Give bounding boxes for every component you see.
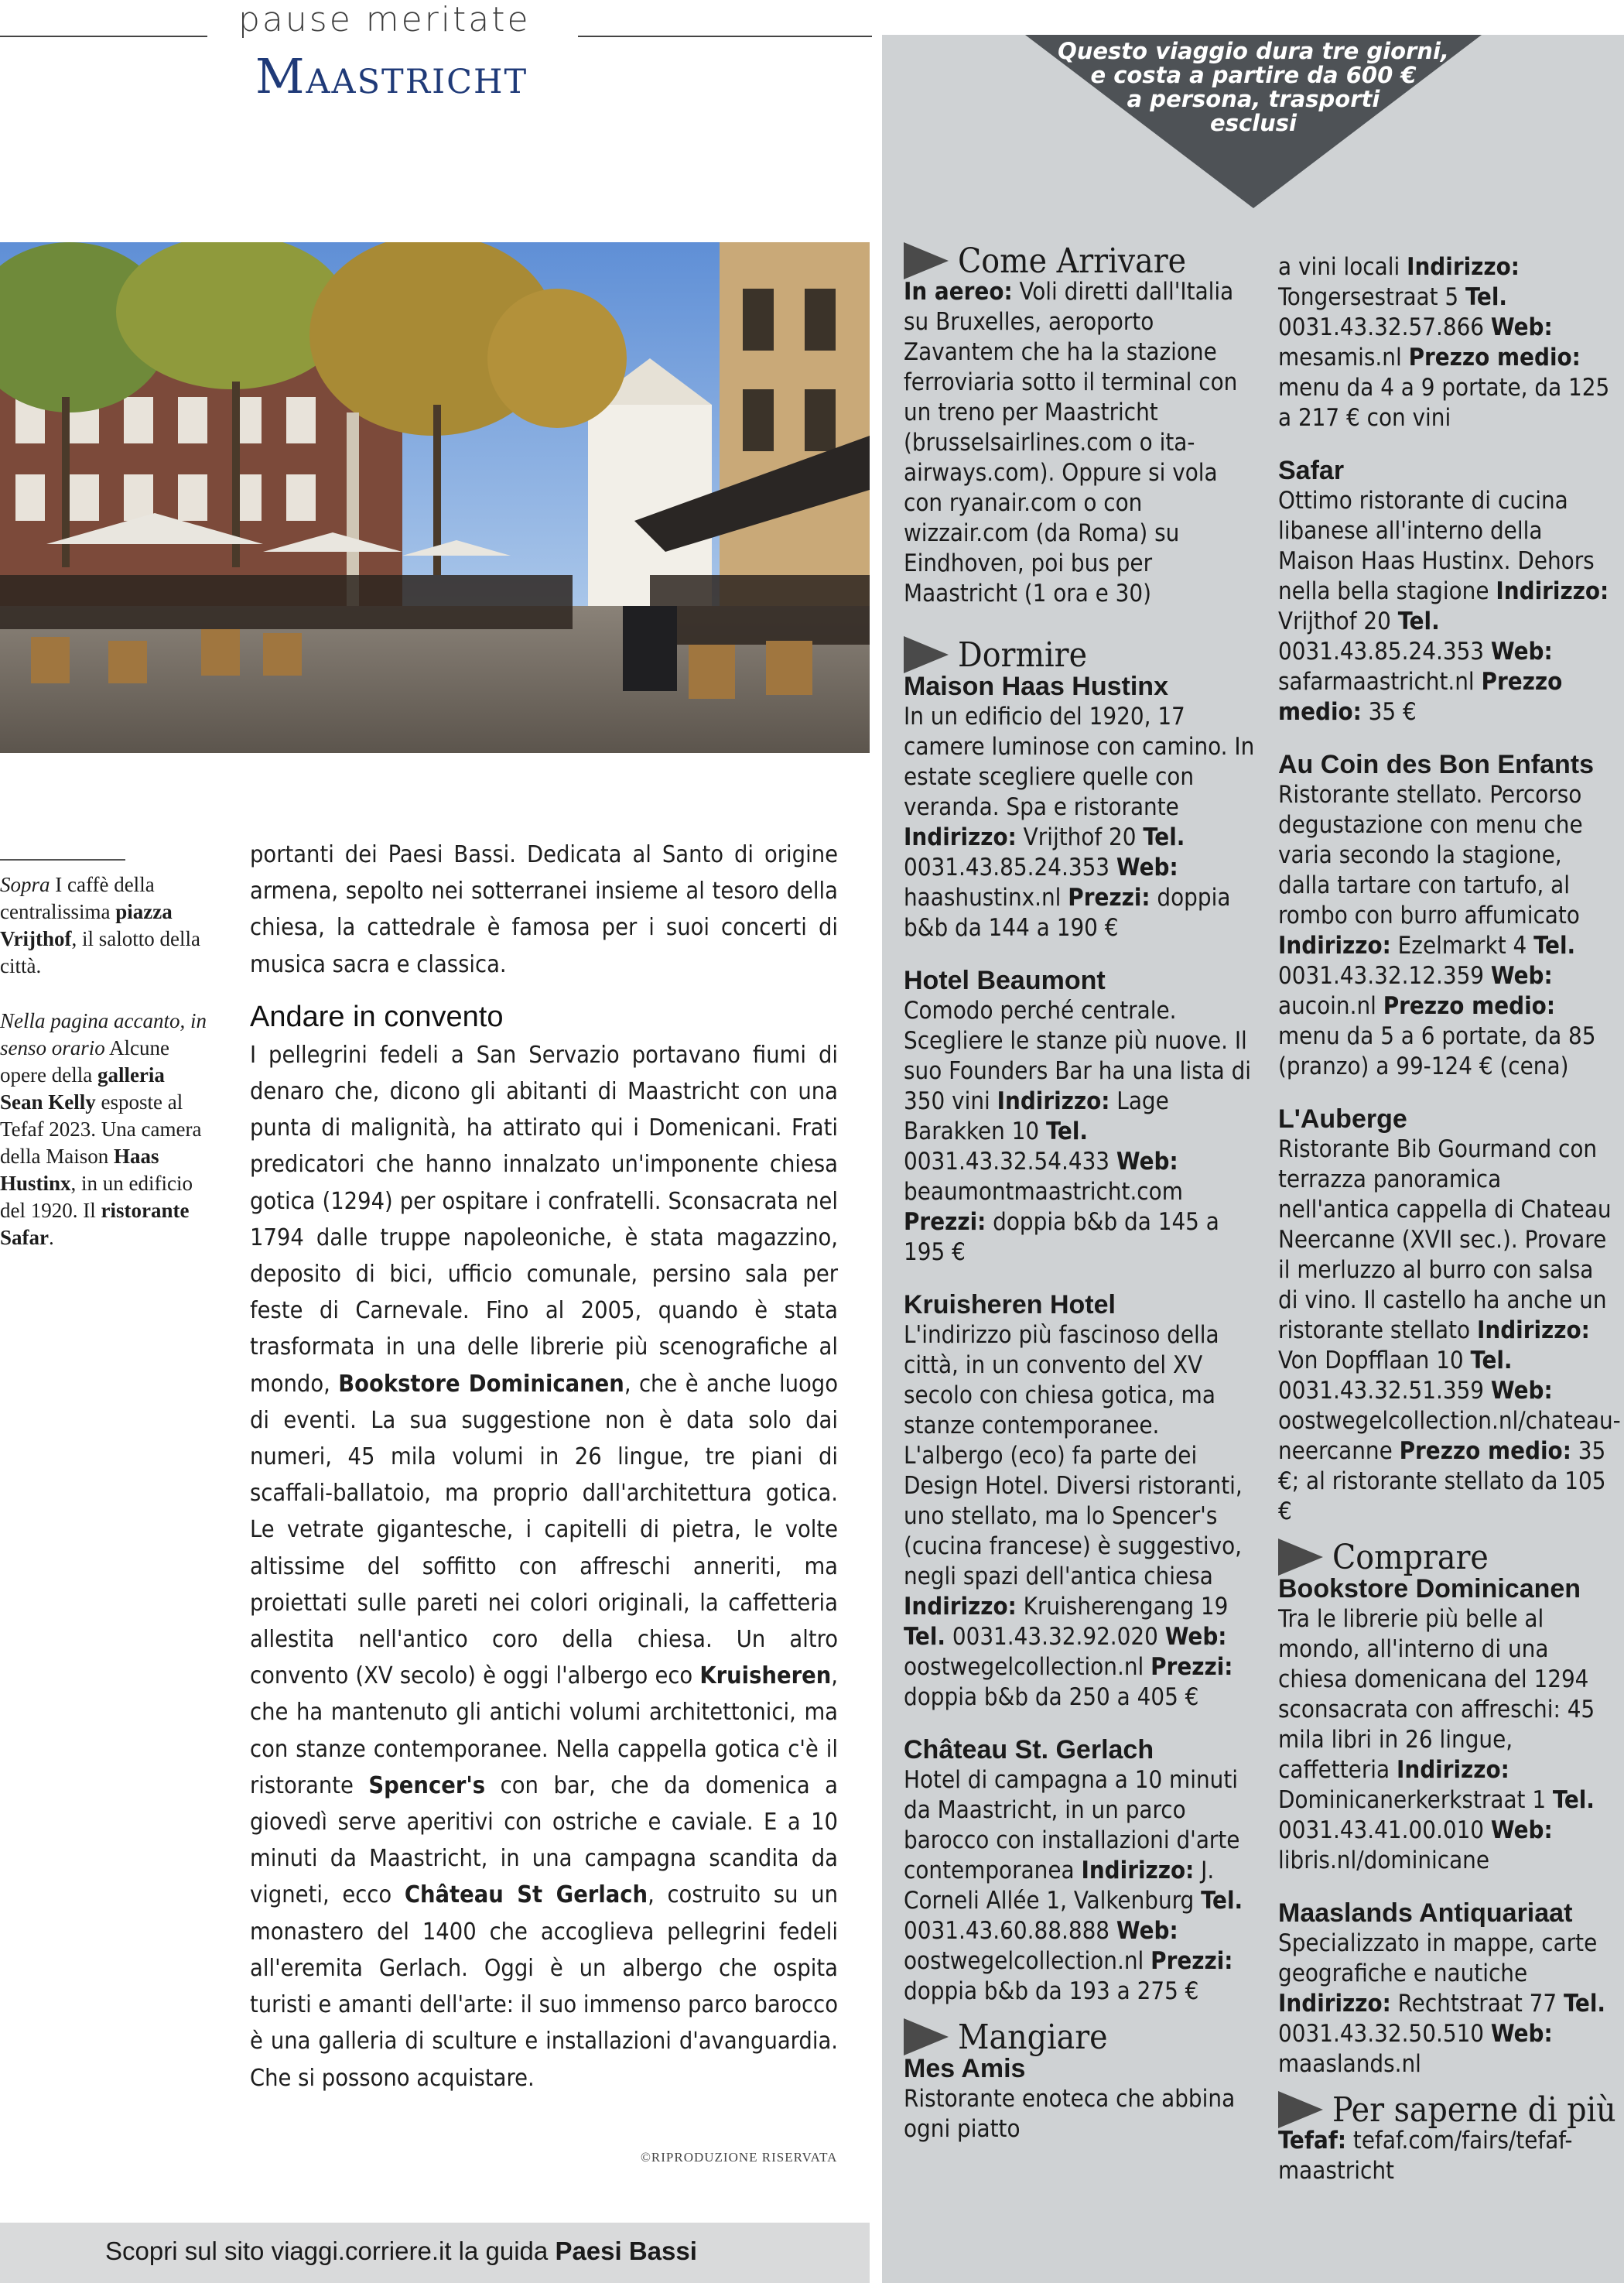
category-per-saperne-di-piu: Per saperne di più — [1278, 2086, 1619, 2134]
entry-text: Hotel di campagna a 10 minuti da Maastricht, in un parco barocco con installazioni d'arte contemporanea Indirizzo: J. Corneli Allée 1, Valkenburg Tel. 0031.43.60.88.888 Web: oostwegelcollection.nl Prezzi: doppia b&b da 193 a 275 € — [904, 1766, 1243, 2005]
guide-column-left — [904, 237, 1258, 2144]
entry-name-l-auberge: L'Auberge — [1278, 1104, 1407, 1134]
entry-name-maaslands-antiquariaat: Maaslands Antiquariaat — [1278, 1898, 1573, 1928]
entry-text: Tra le librerie più belle al mondo, all'interno di una chiesa domenicana del 1294 sconsacrata con affreschi: 45 mila libri in 26 lingue, caffetteria Indirizzo: Dominicanerkerkstraat 1 Tel. 0031.43.41.00.010 Web: libris.nl/dominicane — [1278, 1605, 1595, 1874]
trip-cost-banner — [1025, 35, 1482, 208]
page-title: Maastricht — [255, 48, 528, 104]
header-rule-left — [0, 36, 207, 37]
footer-promo: Scopri sul sito viaggi.corriere.it la guida Paesi Bassi — [105, 2237, 697, 2265]
entry-text: In un edificio del 1920, 17 camere luminose con camino. In estate scegliere quelle con veranda. Spa e ristorante Indirizzo: Vrijthof 20 Tel. 0031.43.85.24.353 Web: haashustinx.nl Prezzi: doppia b&b da 144 a 190 € — [904, 703, 1255, 942]
entry-text: Ottimo ristorante di cucina libanese all'interno della Maison Haas Hustinx. Dehors nella bella stagione Indirizzo: Vrijthof 20 Tel. 0031.43.85.24.353 Web: safarmaastricht.nl Prezzo medio: 35 € — [1278, 487, 1609, 726]
caption-rule — [0, 859, 125, 861]
banner-line-4: esclusi — [1210, 110, 1297, 136]
entry-name-bookstore-dominicanen: Bookstore Dominicanen — [1278, 1574, 1581, 1604]
triangle-marker-icon — [904, 242, 949, 279]
photo-caption-top: Sopra I caffè della centralissima piazza Vrijthof, il salotto della città. — [0, 873, 200, 977]
entry-name-mes-amis: Mes Amis — [904, 2054, 1026, 2083]
photo-piazza-vrijthof — [0, 242, 870, 753]
copyright-notice: ©RIPRODUZIONE RISERVATA — [641, 2150, 838, 2165]
entry-name-maison-haas-hustinx: Maison Haas Hustinx — [904, 672, 1168, 701]
subhead-andare-in-convento: Andare in convento — [250, 1000, 504, 1033]
paragraph-convento: I pellegrini fedeli a San Servazio portavano fiumi di denaro che, dicono gli abitanti di Maastricht con una punta di malignità, ha attirato qui i Domenicani. Frati predicatori che hanno innalzato un'imponente chiesa gotica (1294) per ospitare i confratelli. Sconsacrata nel 1794 dalle truppe napoleoniche, è stata magazzino, deposito di bici, ufficio comunale, persino sala per feste di Carnevale. Fino al 2005, quando è stata trasformata in una delle librerie più scenografiche al mondo, Bookstore Dominicanen, che è anche luogo di eventi. La sua suggestione non è data solo dai numeri, 45 mila volumi in 26 lingue, tre piani di scaffali-ballatoio, ma proprio dall'architettura gotica. Le vetrate gigantesche, i capitelli di pietra, le volte altissime del soffitto con affreschi anneriti, ma proiettati sulle pareti nei colori originali, la caffetteria allestita nell'antico coro della chiesa. Un altro convento (XV secolo) è oggi l'albergo eco Kruisheren, che ha mantenuto gli antichi volumi architettonici, ma con stanze contemporanee. Nella cappella gotica c'è il ristorante Spencer's con bar, che da domenica a giovedì serve aperitivi con ostriche e caviale. E a 10 minuti da Maastricht, in una campagna scandita da vigneti, ecco Château St Gerlach, costruito su un monastero del 1400 che accoglieva pellegrini fedeli all'eremita Gerlach. Oggi è un albergo che ospita turisti e amanti dell'arte: il suo immenso parco barocco è una galleria di sculture e installazioni d'avanguardia. Che si possono acquistare. — [250, 1041, 838, 2092]
entry-text: Ristorante Bib Gourmand con terrazza panoramica nell'antica cappella di Chateau Neercanne (XVII sec.). Provare il merluzzo al burro con salsa di vino. Il castello ha anche un ristorante stellato Indirizzo: Von Dopfflaan 10 Tel. 0031.43.32.51.359 Web: oostwegelcollection.nl/chateau-neercanne Prezzo medio: 35 €; al ristorante stellato da 105 € — [1278, 1135, 1621, 1525]
article-body — [250, 837, 838, 2096]
banner-line-1: Questo viaggio dura tre giorni, — [1058, 38, 1449, 64]
category-come-arrivare: Come Arrivare — [904, 237, 1258, 285]
guide-column-right — [1278, 252, 1619, 2186]
banner-line-2: e costa a partire da 600 € — [1090, 62, 1417, 88]
entry-text-mes-amis-cont: a vini locali Indirizzo: Tongersestraat 5 Tel. 0031.43.32.57.866 Web: mesamis.nl Prezzo medio: menu da 4 a 9 portate, da 125 a 217 € con vini — [1278, 253, 1610, 432]
entry-name-safar: Safar — [1278, 456, 1345, 485]
photo-caption-facing-page: Nella pagina accanto, in senso orario Alcune opere della galleria Sean Kelly esposte al Tefaf 2023. Una camera della Maison Haas Hustinx, in un edificio del 1920. Il ristorante Safar. — [0, 1009, 207, 1249]
triangle-marker-icon — [904, 636, 949, 673]
category-mangiare: Mangiare — [904, 2013, 1258, 2061]
triangle-marker-icon — [904, 2018, 949, 2055]
triangle-marker-icon — [1278, 1539, 1323, 1576]
section-label: pause meritate — [238, 0, 531, 39]
entry-text: Specializzato in mappe, carte geografiche e nautiche Indirizzo: Rechtstraat 77 Tel. 0031.43.32.50.510 Web: maaslands.nl — [1278, 1929, 1605, 2078]
entry-text: Ristorante enoteca che abbina ogni piatto — [904, 2085, 1236, 2143]
entry-name-chateau-st-gerlach: Château St. Gerlach — [904, 1735, 1154, 1764]
entry-name-au-coin-des-bon-enfants: Au Coin des Bon Enfants — [1278, 750, 1594, 779]
entry-arrivare-text: In aereo: Voli diretti dall'Italia su Bruxelles, aeroporto Zavantem che ha la stazione ferroviaria sotto il terminal con un treno per Maastricht (brusselsairlines.com o ita-airways.com). Oppure si vola con ryanair.com o con wizzair.com (da Roma) su Eindhoven, poi bus per Maastricht (1 ora e 30) — [904, 278, 1238, 608]
entry-text: Ristorante stellato. Percorso degustazione con menu che varia secondo la stagione, dalla tartare con tartufo, al rombo con burro affumicato Indirizzo: Ezelmarkt 4 Tel. 0031.43.32.12.359 Web: aucoin.nl Prezzo medio: menu da 5 a 6 portate, da 85 (pranzo) a 99-124 € (cena) — [1278, 781, 1596, 1080]
banner-line-3: a persona, trasporti — [1127, 86, 1380, 112]
category-comprare: Comprare — [1278, 1533, 1619, 1581]
header-rule-right — [578, 36, 872, 37]
paragraph-cathedral: portanti dei Paesi Bassi. Dedicata al Santo di origine armena, sepolto nei sotterranei insieme al tesoro della chiesa, la cattedrale è famosa per i suoi concerti di musica sacra e classica. — [250, 841, 838, 978]
category-dormire: Dormire — [904, 631, 1258, 679]
triangle-marker-icon — [1278, 2091, 1323, 2128]
entry-text: Comodo perché centrale. Scegliere le stanze più nuove. Il suo Founders Bar ha una lista di 350 vini Indirizzo: Lage Barakken 10 Tel. 0031.43.32.54.433 Web: beaumontmaastricht.com Prezzi: doppia b&b da 145 a 195 € — [904, 997, 1252, 1266]
entry-text: L'indirizzo più fascinoso della città, in un convento del XV secolo con chiesa gotica, ma stanze contemporanee. L'albergo (eco) fa parte dei Design Hotel. Diversi ristoranti, uno stellato, ma lo Spencer's (cucina francese) è suggestivo, negli spazi dell'antica chiesa Indirizzo: Kruisherengang 19 Tel. 0031.43.32.92.020 Web: oostwegelcollection.nl Prezzi: doppia b&b da 250 a 405 € — [904, 1321, 1243, 1711]
entry-name-kruisheren-hotel: Kruisheren Hotel — [904, 1290, 1116, 1319]
entry-text-tefaf: Tefaf: tefaf.com/fairs/tefaf-maastricht — [1278, 2127, 1573, 2185]
entry-name-hotel-beaumont: Hotel Beaumont — [904, 966, 1106, 995]
